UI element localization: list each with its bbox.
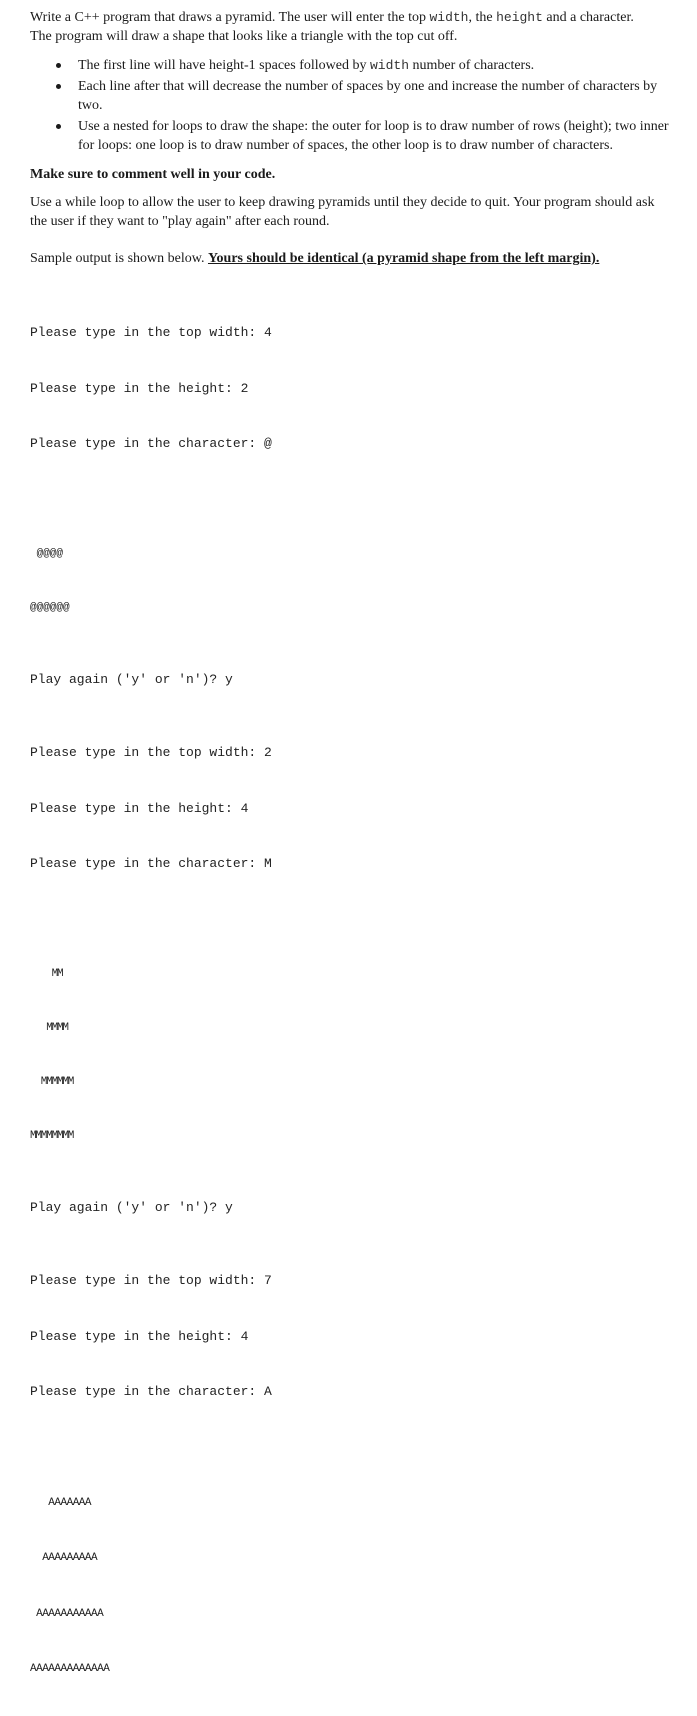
pyramid-row: MMMM xyxy=(30,1021,68,1034)
bullet-2-text: Each line after that will decrease the number of spaces by one and increase the number of characters by two. xyxy=(78,79,658,113)
pyramid-row: @@@@ xyxy=(30,547,64,560)
bullet-1-text-a: The first line will have height-1 spaces followed by xyxy=(78,58,370,73)
pyramid-output-1 xyxy=(30,509,670,653)
prompt-line: Please type in the top width: 7 xyxy=(30,1273,272,1288)
play-again-prompt-1: Play again ('y' or 'n')? y xyxy=(30,671,233,687)
pyramid-row: MM xyxy=(30,967,63,980)
pyramid-row: AAAAAAAAAAA xyxy=(30,1607,104,1620)
play-again-prompt-2: Play again ('y' or 'n')? y xyxy=(30,1199,233,1215)
prompt-line: Please type in the character: A xyxy=(30,1384,272,1399)
sample-emphasis: Yours should be identical (a pyramid shape from the left margin). xyxy=(207,251,600,266)
prompt-line: Please type in the height: 4 xyxy=(30,1328,249,1344)
sample-lead: Sample output is shown below. xyxy=(30,251,208,266)
pyramid-row: AAAAAAAAA xyxy=(30,1552,98,1564)
prompt-line: Please type in the character: @ xyxy=(30,436,272,451)
prompt-line: Please type in the height: 2 xyxy=(30,380,249,396)
assignment-document xyxy=(30,8,670,1716)
prompt-line: Please type in the height: 4 xyxy=(30,800,249,816)
pyramid-output-3 xyxy=(30,1457,670,1716)
bullet-1-code: width xyxy=(369,58,409,73)
prompt-line: Please type in the top width: 2 xyxy=(30,745,272,760)
list-item xyxy=(78,56,670,75)
pyramid-row: MMMMMMMM xyxy=(30,1129,74,1142)
comment-note: Make sure to comment well in your code. xyxy=(30,167,276,182)
intro-text-b: , the xyxy=(468,10,497,25)
pyramid-output-2 xyxy=(30,929,670,1181)
intro-line-2: The program will draw a shape that looks like a triangle with the top cut off. xyxy=(30,29,458,44)
bullet-1-text-b: number of characters. xyxy=(409,58,535,73)
intro-paragraph xyxy=(30,8,670,46)
sample-round-3 xyxy=(30,1235,670,1439)
intro-text-a: Write a C++ program that draws a pyramid. The user will enter the top xyxy=(30,10,430,25)
pyramid-row: MMMMMM xyxy=(30,1075,74,1088)
list-item xyxy=(78,77,670,115)
pyramid-row: AAAAAAA xyxy=(30,1496,92,1509)
requirements-list xyxy=(30,56,670,155)
prompt-line: Please type in the character: M xyxy=(30,856,272,871)
intro-code-width: width xyxy=(429,10,469,25)
bullet-3-text: Use a nested for loops to draw the shape: the outer for loop is to draw number of rows (height); two inner for loops: one loop is to draw number of spaces, the other loop is to draw number of characters. xyxy=(78,119,669,153)
pyramid-row: AAAAAAAAAAAAA xyxy=(30,1663,110,1675)
intro-code-height: height xyxy=(496,10,543,25)
list-item xyxy=(78,117,670,155)
sample-intro xyxy=(30,249,670,268)
sample-round-1 xyxy=(30,287,670,491)
pyramid-row: @@@@@@ xyxy=(30,601,70,614)
sample-round-2 xyxy=(30,707,670,911)
while-loop-note: Use a while loop to allow the user to keep drawing pyramids until they decide to quit. Your program should ask the user if they want to "play again" after each round. xyxy=(30,195,655,229)
intro-text-c: and a character. xyxy=(542,10,634,25)
prompt-line: Please type in the top width: 4 xyxy=(30,325,272,340)
